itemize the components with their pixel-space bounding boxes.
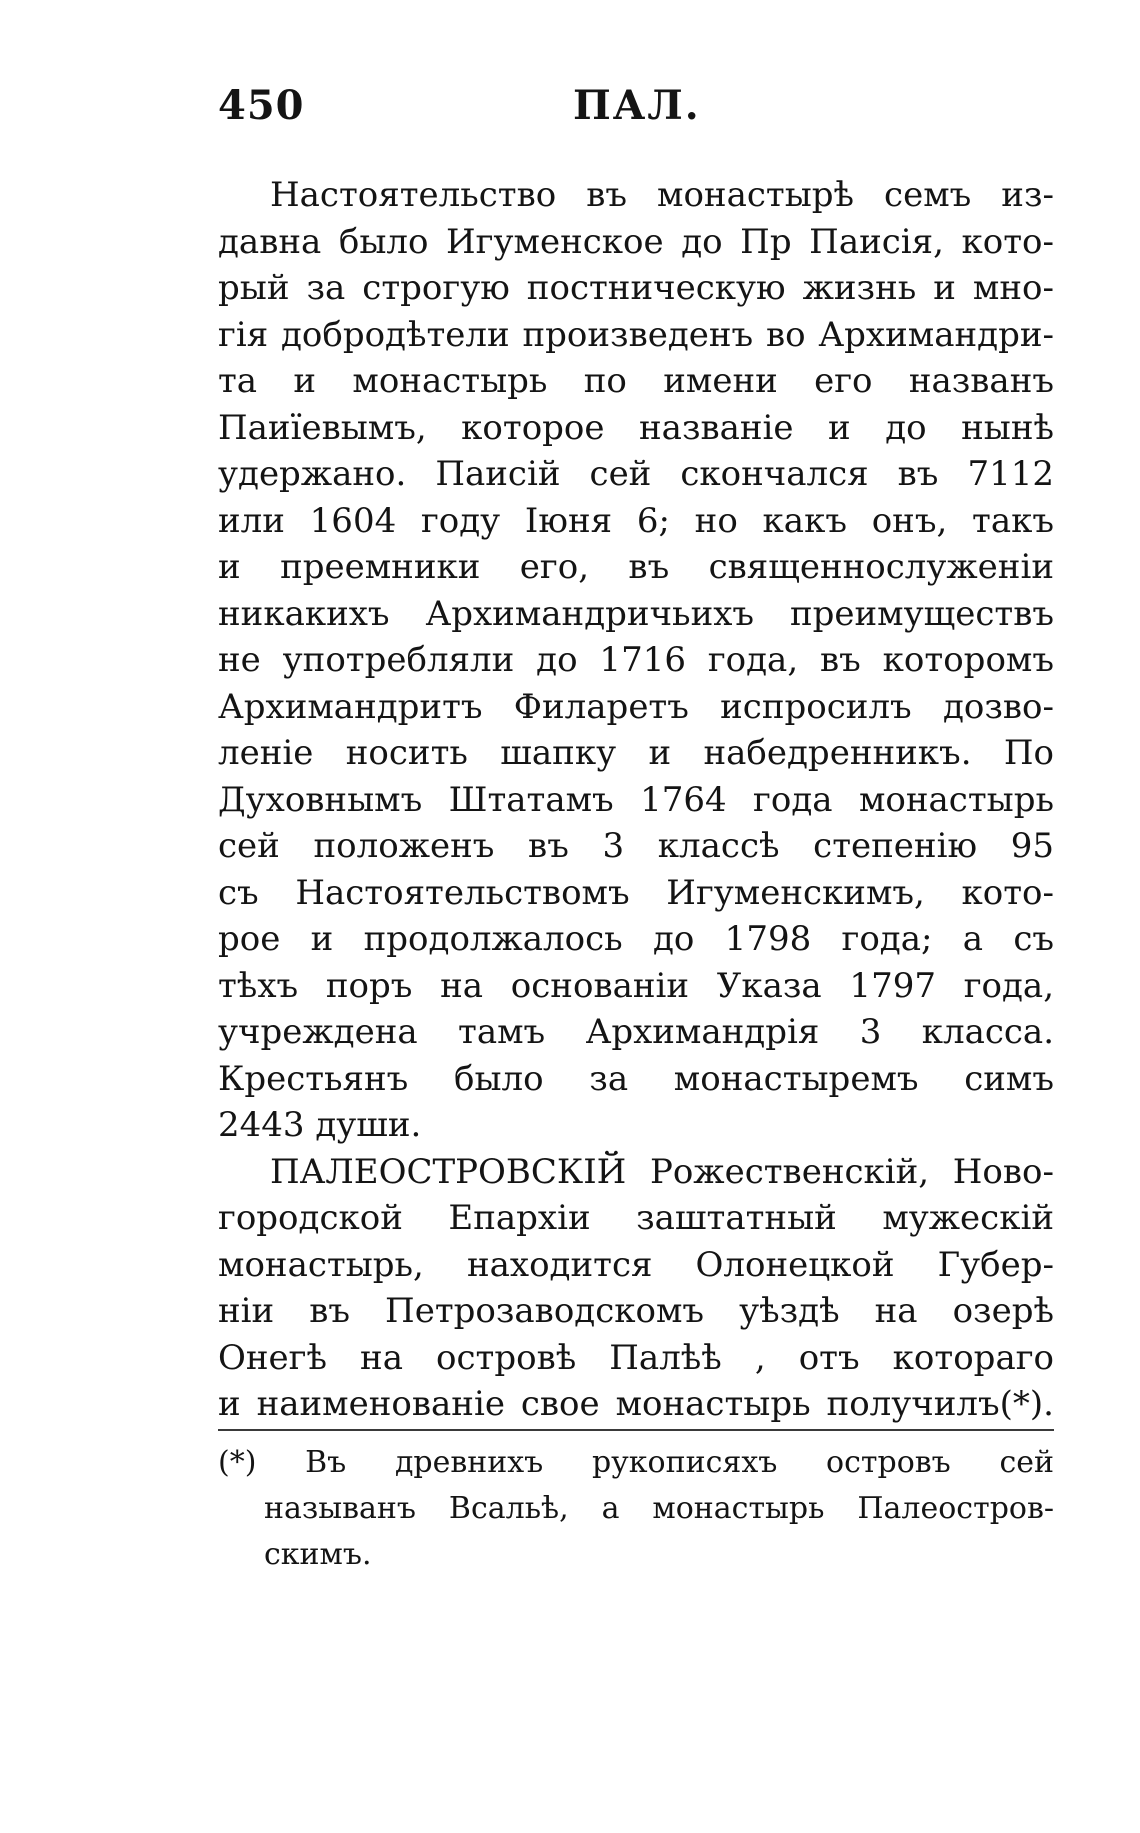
text-line: съ Настоятельствомъ Игуменскимъ, кото- xyxy=(218,872,1054,913)
text-line: монастырь, находится Олонецкой Губер- xyxy=(218,1244,1054,1285)
footnote-rule xyxy=(218,1429,1054,1431)
text-line: Крестьянъ было за монастыремъ симъ xyxy=(218,1058,1054,1099)
text-line: удержано. Паисій сей скончался въ 7112 xyxy=(218,454,1054,494)
text-line: и преемники его, въ священнослуженіи xyxy=(218,547,1054,587)
text-line: 2443 души. xyxy=(218,1105,422,1145)
page-header xyxy=(218,82,1054,142)
text-line: леніе носить шапку и набедренникъ. По xyxy=(218,733,1054,773)
text-line: городской Епархіи заштатный мужескій xyxy=(218,1198,1054,1238)
text-line: Онегѣ на островѣ Палѣѣ , отъ котораго xyxy=(218,1337,1054,1378)
text-line: или 1604 году Іюня 6; но какъ онъ, такъ xyxy=(218,500,1054,541)
footnote xyxy=(218,1440,1054,1578)
text-line: не употребляли до 1716 года, въ которомъ xyxy=(218,640,1054,680)
text-line: ніи въ Петрозаводскомъ уѣздѣ на озерѣ xyxy=(218,1291,1054,1331)
page-number: 450 xyxy=(218,82,305,129)
text-line: учреждена тамъ Архимандрія 3 класса. xyxy=(218,1012,1054,1052)
text-line: та и монастырь по имени его названъ xyxy=(218,361,1054,401)
text-line: тѣхъ поръ на основаніи Указа 1797 года, xyxy=(218,965,1054,1006)
text-line: гія добродѣтели произведенъ во Архимандри- xyxy=(218,314,1054,355)
footnote-line: называнъ Всальѣ, а монастырь Палеостров- xyxy=(264,1491,1054,1526)
text-line: рый за строгую постническую жизнь и мно- xyxy=(218,268,1054,308)
text-line: и наименованіе свое монастырь получилъ(*). xyxy=(218,1384,1054,1424)
body-text xyxy=(218,172,1054,1428)
running-head: ПАЛ. xyxy=(573,82,701,129)
text-line: давна было Игуменское до Пр Паисія, кото- xyxy=(218,221,1054,262)
text-line: Духовнымъ Штатамъ 1764 года монастырь xyxy=(218,779,1054,820)
footnote-line: (*) Въ древнихъ рукописяхъ островъ сей xyxy=(218,1445,1054,1480)
text-line: Архимандритъ Филаретъ испросилъ дозво- xyxy=(218,686,1054,727)
entry-heading-line: ПАЛЕОСТРОВСКІЙ Рожественскій, Ново- xyxy=(270,1151,1054,1192)
text-line: рое и продолжалось до 1798 года; а съ xyxy=(218,919,1054,959)
text-line: никакихъ Архимандричьихъ преимуществъ xyxy=(218,593,1054,634)
text-line: сей положенъ въ 3 классѣ степенію 95 xyxy=(218,826,1054,866)
text-line: Настоятельство въ монастырѣ семъ из- xyxy=(270,175,1054,215)
footnote-line: скимъ. xyxy=(264,1537,372,1572)
text-line: Паиїевымъ, которое названіе и до нынѣ xyxy=(218,407,1054,448)
